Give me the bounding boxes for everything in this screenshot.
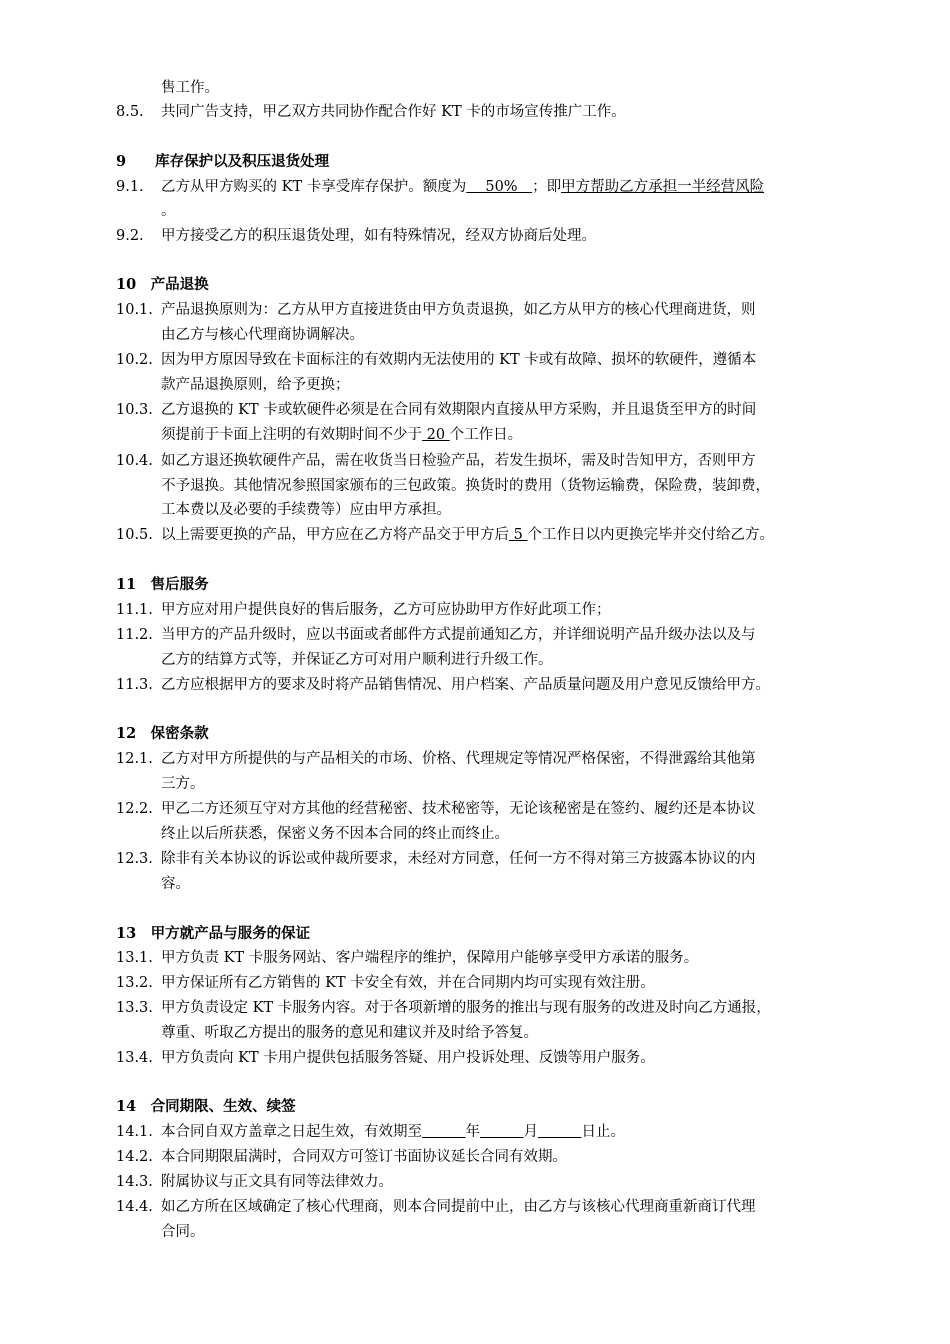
section-heading-9: 9 库存保护以及积压退货处理 [116,153,330,170]
continued-line: 售工作。 [161,80,219,96]
clause-text: 乙方从甲方购买的 KT 卡享受库存保护。额度为 50% ；即甲方帮助乙方承担一半经营风险 [161,179,765,195]
clause-number: 14.3. [116,1174,153,1190]
clause-text: 本合同期限届满时，合同双方可签订书面协议延长合同有效期。 [161,1149,567,1165]
clause-number: 10.2. [116,352,153,368]
year-blank [422,1124,466,1140]
clause-text: 甲方接受乙方的积压退货处理，如有特殊情况，经双方协商后处理。 [161,228,596,244]
clause-text: 甲方负责设定 KT 卡服务内容。对于各项新增的服务的推出与现有服务的改进及时向乙方通报， [161,1000,771,1016]
fill-blank: 20 [422,427,450,443]
clause-number: 14.4. [116,1199,153,1215]
clause-text: 甲方负责向 KT 卡用户提供包括服务答疑、用户投诉处理、反馈等用户服务。 [161,1050,655,1066]
clause-text: 甲方应对用户提供良好的售后服务，乙方可应协助甲方作好此项工作； [161,602,611,618]
clause-text: 除非有关本协议的诉讼或仲裁所要求，未经对方同意，任何一方不得对第三方披露本协议的内 [161,851,756,867]
clause-number: 13.3. [116,1000,153,1016]
clause-text: 以上需要更换的产品，甲方应在乙方将产品交于甲方后 5 个工作日以内更换完毕并交付给乙方。 [161,527,774,543]
clause-text: 本合同自双方盖章之日起生效，有效期至 年 月 日止。 [161,1124,625,1140]
clause-text: 如乙方退还换软硬件产品，需在收货当日检验产品，若发生损坏，需及时告知甲方，否则甲方 [161,453,756,469]
fill-blank: 甲方帮助乙方承担一半经营风险 [561,179,765,195]
clause-number: 13.1. [116,950,153,966]
clause-text: 尊重、听取乙方提出的服务的意见和建议并及时给予答复。 [161,1025,538,1041]
clause-text: 乙方对甲方所提供的与产品相关的市场、价格、代理规定等情况严格保密，不得泄露给其他第 [161,751,756,767]
clause-text: 附属协议与正文具有同等法律效力。 [161,1174,393,1190]
clause-text: 乙方退换的 KT 卡或软硬件必须是在合同有效期限内直接从甲方采购，并且退货至甲方的时间 [161,402,757,418]
clause-number: 13.4. [116,1050,153,1066]
clause-number: 11.3. [116,677,153,693]
clause-number: 13.2. [116,975,153,991]
clause-number: 12.1. [116,751,153,767]
clause-text: 须提前于卡面上注明的有效期时间不少于 20 个工作日。 [161,427,523,443]
clause-text: 乙方应根据甲方的要求及时将产品销售情况、用户档案、产品质量问题及用户意见反馈给甲方。 [161,677,770,693]
clause-text: 如乙方所在区域确定了核心代理商，则本合同提前中止，由乙方与该核心代理商重新商订代理 [161,1199,756,1215]
clause-number: 12.3. [116,851,153,867]
clause-text: 因为甲方原因导致在卡面标注的有效期内无法使用的 KT 卡或有故障、损坏的软硬件，遵循本 [161,352,757,368]
clause-text: 产品退换原则为：乙方从甲方直接进货由甲方负责退换，如乙方从甲方的核心代理商进货，则 [161,302,756,318]
clause-number: 14.1. [116,1124,153,1140]
clause-text: 。 [161,203,176,219]
clause-number: 11.1. [116,602,153,618]
section-heading-11: 11 售后服务 [116,576,209,593]
section-heading-10: 10 产品退换 [116,276,209,293]
clause-number: 10.4. [116,453,153,469]
clause-number: 10.3. [116,402,153,418]
clause-number: 14.2. [116,1149,153,1165]
fill-blank: 50% [466,179,533,195]
clause-number: 8.5. [116,104,144,120]
clause-number: 10.1. [116,302,153,318]
section-heading-14: 14 合同期限、生效、续签 [116,1098,296,1115]
clause-text: 由乙方与核心代理商协调解决。 [161,327,364,343]
clause-text: 共同广告支持，甲乙双方共同协作配合作好 KT 卡的市场宣传推广工作。 [161,104,626,120]
clause-text: 合同。 [161,1224,205,1240]
section-heading-13: 13 甲方就产品与服务的保证 [116,925,311,942]
clause-number: 12.2. [116,801,153,817]
clause-text: 甲方负责 KT 卡服务网站、客户端程序的维护，保障用户能够享受甲方承诺的服务。 [161,950,699,966]
clause-number: 10.5. [116,527,153,543]
clause-number: 9.2. [116,228,144,244]
clause-text: 甲乙二方还须互守对方其他的经营秘密、技术秘密等，无论该秘密是在签约、履约还是本协议 [161,801,756,817]
clause-text: 三方。 [161,776,205,792]
clause-number: 9.1. [116,179,144,195]
clause-text: 当甲方的产品升级时，应以书面或者邮件方式提前通知乙方，并详细说明产品升级办法以及与 [161,627,756,643]
clause-text: 不予退换。其他情况参照国家颁布的三包政策。换货时的费用（货物运输费，保险费，装卸费， [161,478,770,494]
clause-number: 11.2. [116,627,153,643]
section-heading-12: 12 保密条款 [116,725,209,742]
clause-text: 终止以后所获悉，保密义务不因本合同的终止而终止。 [161,826,509,842]
clause-text: 容。 [161,876,190,892]
day-blank [538,1124,582,1140]
fill-blank: 5 [509,527,528,543]
clause-text: 甲方保证所有乙方销售的 KT 卡安全有效，并在合同期内均可实现有效注册。 [161,975,655,991]
month-blank [480,1124,524,1140]
clause-text: 乙方的结算方式等，并保证乙方可对用户顺利进行升级工作。 [161,652,553,668]
clause-text: 款产品退换原则，给予更换； [161,377,350,393]
clause-text: 工本费以及必要的手续费等）应由甲方承担。 [161,502,451,518]
